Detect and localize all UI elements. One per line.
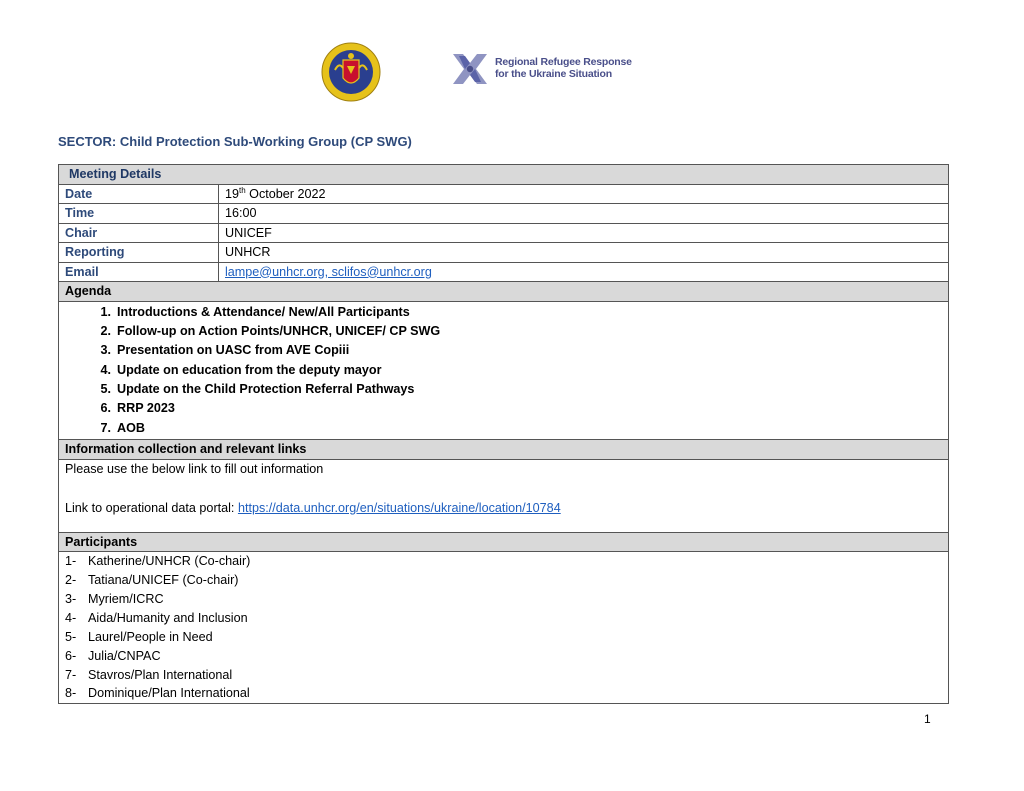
participant-item: [65, 684, 942, 703]
email-row: [59, 262, 949, 282]
agenda-row: [59, 301, 949, 440]
information-header-row: [59, 440, 949, 460]
agenda-item: [65, 322, 942, 341]
participant-name: Julia/CNPAC: [88, 648, 161, 663]
time-value: 16:00: [219, 204, 949, 224]
agenda-item-number: 6.: [100, 401, 111, 416]
portal-link[interactable]: https://data.unhcr.org/en/situations/ukraine/location/10784: [237, 500, 561, 515]
meeting-details-heading: Meeting Details: [59, 165, 949, 185]
meeting-details-header-row: [59, 165, 949, 185]
agenda-item-number: 4.: [100, 362, 111, 377]
agenda-header-row: [59, 282, 949, 302]
participants-heading: Participants: [59, 532, 949, 552]
email-cell: [219, 262, 949, 282]
participant-number: 6-: [65, 648, 77, 663]
participant-name: Aida/Humanity and Inclusion: [88, 610, 248, 625]
agenda-item: [65, 380, 942, 399]
time-label: Time: [59, 204, 219, 224]
information-heading: Information collection and relevant links: [59, 440, 949, 460]
date-day: 19: [225, 186, 240, 201]
agenda-item-text: Introductions & Attendance/ New/All Participants: [117, 304, 410, 319]
participant-number: 4-: [65, 610, 77, 625]
agenda-item-text: Presentation on UASC from AVE Copiii: [117, 343, 350, 358]
participant-name: Tatiana/UNICEF (Co-chair): [88, 573, 239, 588]
agenda-item: [65, 419, 942, 438]
rrr-logo-line2: for the Ukraine Situation: [495, 68, 612, 80]
participant-item: [65, 647, 942, 666]
participant-name: Laurel/People in Need: [88, 629, 213, 644]
participant-number: 5-: [65, 629, 77, 644]
information-row: [59, 459, 949, 532]
agenda-item-text: Follow-up on Action Points/UNHCR, UNICEF/ CP SWG: [117, 323, 441, 338]
meeting-minutes-table: [58, 164, 949, 704]
participant-name: Katherine/UNHCR (Co-chair): [88, 554, 251, 569]
agenda-item: [65, 341, 942, 360]
agenda-item-text: RRP 2023: [117, 401, 175, 416]
agenda-item-number: 5.: [100, 382, 111, 397]
date-row: [59, 184, 949, 204]
email-link[interactable]: lampe@unhcr.org, sclifos@unhcr.org: [225, 264, 432, 279]
information-portal-line: [65, 499, 942, 519]
agenda-item-number: 7.: [100, 420, 111, 435]
date-label: Date: [59, 184, 219, 204]
agenda-item-text: AOB: [117, 420, 145, 435]
date-suffix: th: [239, 185, 246, 195]
agenda-list: [65, 303, 942, 439]
agenda-item-text: Update on the Child Protection Referral Pathways: [117, 382, 415, 397]
email-label: Email: [59, 262, 219, 282]
participant-name: Stavros/Plan International: [88, 667, 233, 682]
agenda-item: [65, 361, 942, 380]
participant-item: [65, 590, 942, 609]
reporting-label: Reporting: [59, 243, 219, 263]
chair-label: Chair: [59, 223, 219, 243]
information-spacer: [65, 479, 942, 499]
agenda-cell: [59, 301, 949, 440]
date-value: [219, 184, 949, 204]
agenda-item-text: Update on education from the deputy mayor: [117, 362, 382, 377]
participant-name: Myriem/ICRC: [88, 592, 164, 607]
participant-item: [65, 609, 942, 628]
agenda-item-number: 3.: [100, 343, 111, 358]
participants-list: [65, 552, 942, 703]
information-instruction: Please use the below link to fill out information: [65, 461, 324, 476]
participant-item: [65, 571, 942, 590]
page-number: 1: [924, 712, 931, 726]
chair-value: UNICEF: [219, 223, 949, 243]
moldova-coat-of-arms-icon: [321, 40, 381, 104]
time-row: [59, 204, 949, 224]
rrr-cross-icon: [449, 48, 491, 90]
reporting-row: [59, 243, 949, 263]
rrr-logo: [449, 48, 649, 92]
participant-number: 8-: [65, 686, 77, 701]
document-header-logos: [0, 38, 1024, 108]
participant-name: Dominique/Plan International: [88, 686, 250, 701]
information-cell: [59, 459, 949, 532]
sector-title: SECTOR: Child Protection Sub-Working Group (CP SWG): [58, 134, 412, 149]
participant-number: 1-: [65, 554, 77, 569]
participant-item: [65, 628, 942, 647]
participant-number: 2-: [65, 573, 77, 588]
agenda-heading: Agenda: [59, 282, 949, 302]
participant-number: 3-: [65, 592, 77, 607]
chair-row: [59, 223, 949, 243]
participants-cell: [59, 552, 949, 704]
agenda-item: [65, 303, 942, 322]
agenda-item-number: 2.: [100, 323, 111, 338]
participant-number: 7-: [65, 667, 77, 682]
agenda-item: [65, 399, 942, 418]
agenda-item-number: 1.: [100, 304, 111, 319]
reporting-value: UNHCR: [219, 243, 949, 263]
rrr-logo-line1: Regional Refugee Response: [495, 56, 632, 68]
portal-prefix: Link to operational data portal:: [65, 500, 238, 515]
date-rest: October 2022: [245, 186, 326, 201]
rrr-logo-text: [495, 56, 632, 80]
participants-header-row: [59, 532, 949, 552]
participants-row: [59, 552, 949, 704]
participant-item: [65, 552, 942, 571]
participant-item: [65, 666, 942, 685]
